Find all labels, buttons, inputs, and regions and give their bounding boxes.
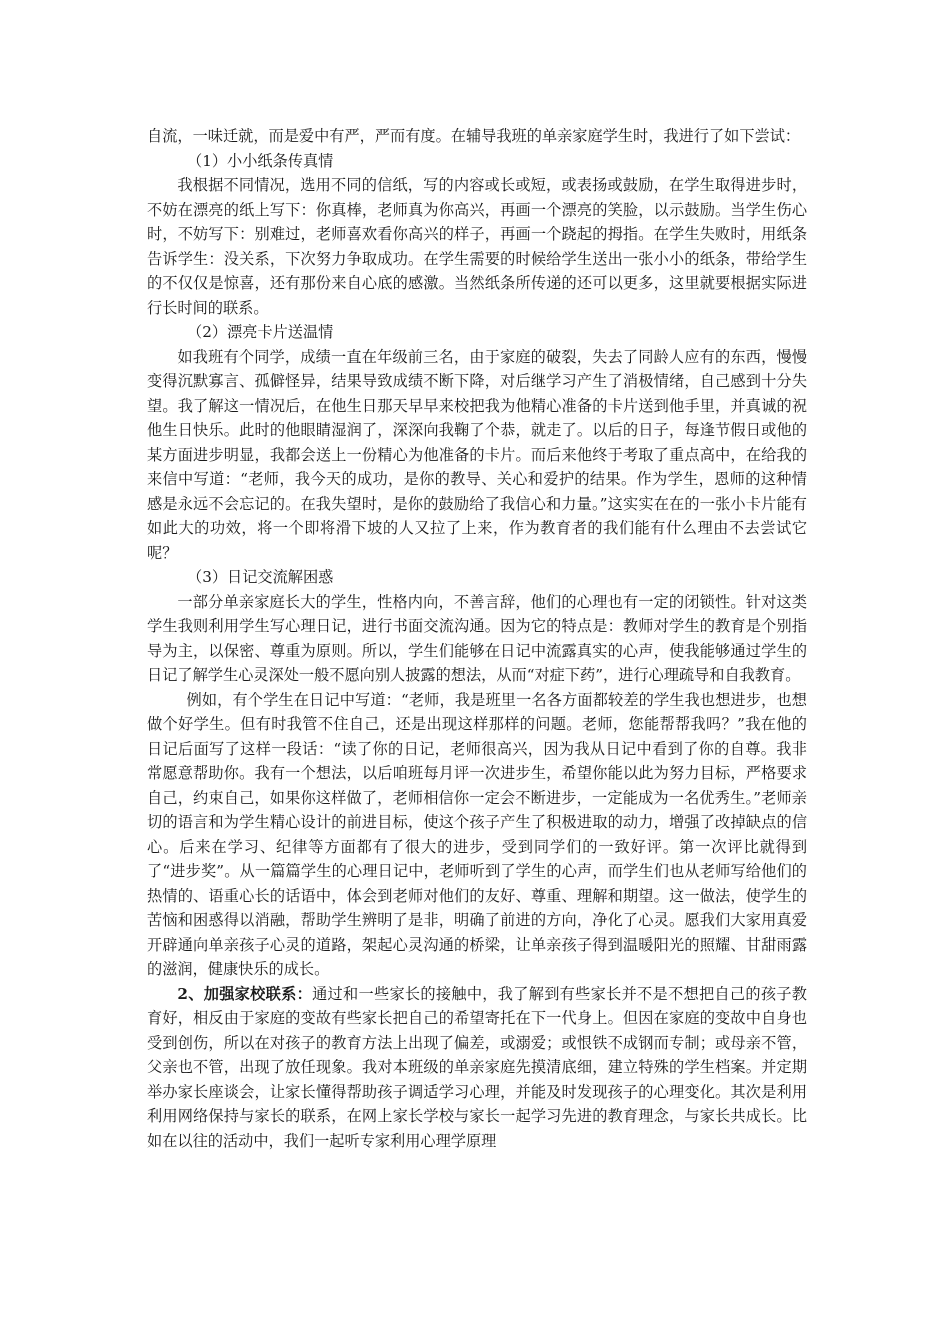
paragraph-5 (147, 982, 807, 1154)
document-page (147, 124, 807, 1153)
paragraph-1: 我根据不同情况，选用不同的信纸，写的内容或长或短，或表扬或鼓励，在学生取得进步时，不妨在漂亮的纸上写下：你真棒，老师真为你高兴，再画一个漂亮的笑脸，以示鼓励。当学生伤心时，不妨写下：别难过，老师喜欢看你高兴的样子，再画一个跷起的拇指。在学生失败时，用纸条告诉学生：没关系，下次努力争取成功。在学生需要的时候给学生送出一张小小的纸条，带给学生的不仅仅是惊喜，还有那份来自心底的感激。当然纸条所传递的还可以更多，这里就要根据实际进行长时间的联系。 (147, 176, 807, 317)
section-2-heading: 2、加强家校联系： (177, 984, 313, 1003)
section-heading-2: （2）漂亮卡片送温情 (187, 323, 334, 341)
paragraph-3: 一部分单亲家庭长大的学生，性格内向，不善言辞，他们的心理也有一定的闭锁性。针对这类学生我则利用学生写心理日记，进行书面交流沟通。因为它的特点是：教师对学生的教育是个别指导为主，以保密、尊重为原则。所以，学生们能够在日记中流露真实的心声，使我能够通过学生的日记了解学生心灵深处一般不愿向别人披露的想法，从而“对症下药”，进行心理疏导和自我教育。 (147, 592, 807, 684)
section-heading-1: （1）小小纸条传真情 (187, 151, 334, 170)
paragraph-4: 例如，有个学生在日记中写道：“老师，我是班里一名各方面都较差的学生我也想进步，也想做个好学生。但有时我管不住自己，还是出现这样那样的问题。老师，您能帮帮我吗？”我在他的日记后面写了这样一段话：“读了你的日记，老师很高兴，因为我从日记中看到了你的自尊。我非常愿意帮助你。我有一个想法，以后咱班每月评一次进步生，希望你能以此为努力目标，严格要求自己，约束自己，如果你这样做了，老师相信你一定会不断进步，一定能成为一名优秀生。”老师亲切的语言和为学生精心设计的前进目标，使这个孩子产生了积极进取的动力，增强了改掉缺点的信心。后来在学习、纪律等方面都有了很大的进步，受到同学们的一致好评。第一次评比就得到了“进步奖”。从一篇篇学生的心理日记中，老师听到了学生的心声，而学生们也从老师写给他们的热情的、语重心长的话语中，体会到老师对他们的友好、尊重、理解和期望。这一做法，使学生的苦恼和困惑得以消融，帮助学生辨明了是非，明确了前进的方向，净化了心灵。愿我们大家用真爱开辟通向单亲孩子心灵的道路，架起心灵沟通的桥梁，让单亲孩子得到温暖阳光的照耀、甘甜雨露的滋润，健康快乐的成长。 (147, 690, 807, 978)
section-heading-3: （3）日记交流解困惑 (187, 568, 334, 586)
paragraph-2: 如我班有个同学，成绩一直在年级前三名，由于家庭的破裂，失去了同龄人应有的东西，慢慢变得沉默寡言、孤僻怪异，结果导致成绩不断下降，对后继学习产生了消极情绪，自己感到十分失望。我了解这一情况后，在他生日那天早早来校把我为他精心准备的卡片送到他手里，并真诚的祝他生日快乐。此时的他眼睛湿润了，深深向我鞠了个恭，就走了。以后的日子，每逢节假日或他的某方面进步明显，我都会送上一份精心为他准备的卡片。而后来他终于考取了重点高中，在给我的来信中写道：“老师，我今天的成功，是你的教导、关心和爱护的结果。作为学生，恩师的这种情感是永远不会忘记的。在我失望时，是你的鼓励给了我信心和力量。”这实实在在的一张小卡片能有如此大的功效，将一个即将滑下坡的人又拉了上来，作为教育者的我们能有什么理由不去尝试它呢？ (147, 347, 807, 562)
intro-paragraph: 自流，一味迁就，而是爱中有严，严而有度。在辅导我班的单亲家庭学生时，我进行了如下尝试： (147, 127, 801, 145)
paragraph-5-text: 通过和一些家长的接触中，我了解到有些家长并不是不想把自己的孩子教育好，相反由于家庭的变故有些家长把自己的希望寄托在下一代身上。但因在家庭的变故中自身也受到创伤，所以在对孩子的教育方法上出现了偏差，或溺爱；或恨铁不成钢而专制；或母亲不管，父亲也不管，出现了放任现象。我对本班级的单亲家庭先摸清底细，建立特殊的学生档案。并定期举办家长座谈会，让家长懂得帮助孩子调适学习心理，并能及时发现孩子的心理变化。其次是利用利用网络保持与家长的联系，在网上家长学校与家长一起学习先进的教育理念，与家长共成长。比如在以往的活动中，我们一起听专家利用心理学原理 (147, 984, 807, 1150)
